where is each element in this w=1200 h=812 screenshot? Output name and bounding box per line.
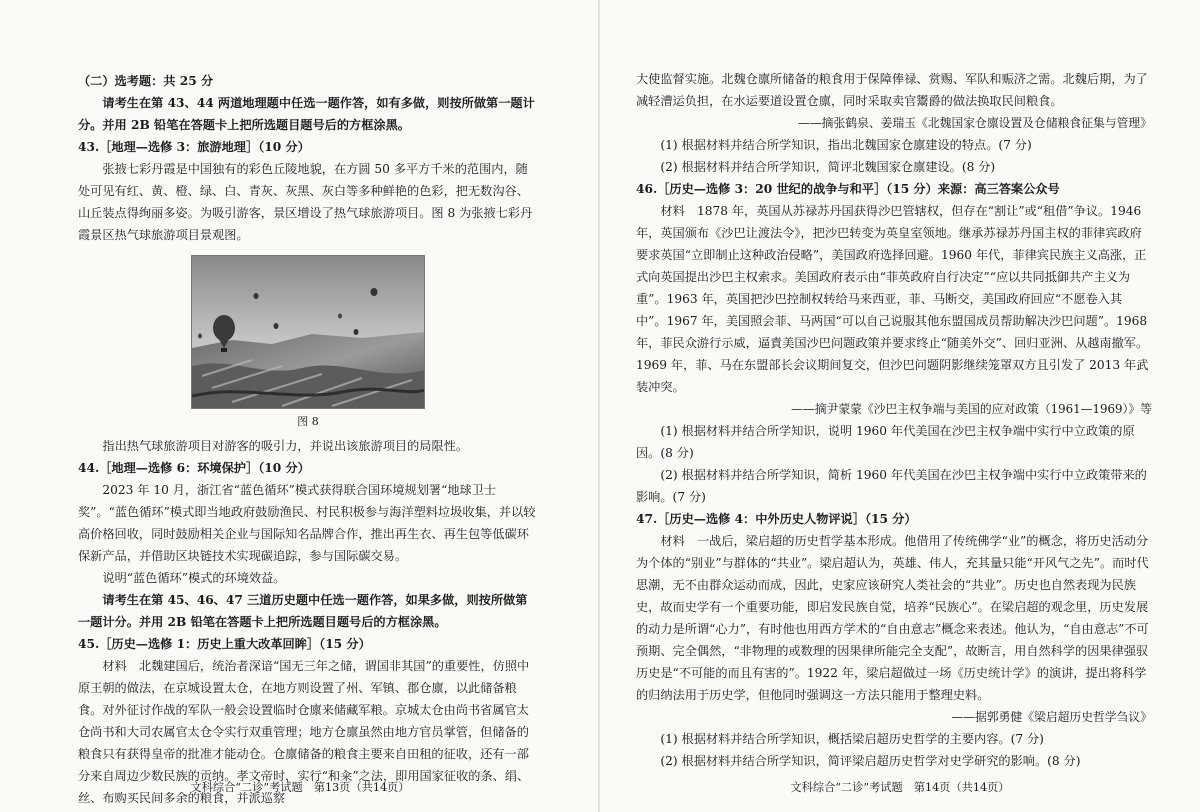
q47-question-1: (1) 根据材料并结合所学知识，概括梁启超历史哲学的主要内容。(7 分) <box>660 732 1044 746</box>
history-instructions: 请考生在第 45、46、47 三道历史题中任选一题作答，如果多做，则按所做第一题计分。并用 2B 铅笔在答题卡上把所选题目题号后的方框涂黑。 <box>78 593 528 629</box>
q44-question: 说明“蓝色循环”模式的环境效益。 <box>102 571 286 585</box>
right-column <box>636 68 1152 772</box>
geography-instructions: 请考生在第 43、44 两道地理题中任选一题作答，如有多做，则按所做第一题计分。并用 2B 铅笔在答题卡上把所选题目题号后的方框涂黑。 <box>78 96 535 132</box>
q46-question-2: (2) 根据材料并结合所学知识，简析 1960 年代美国在沙巴主权争端中实行中立政策带来的影响。(7 分) <box>636 468 1147 504</box>
q44-material: 2023 年 10 月，浙江省“蓝色循环”模式获得联合国环境规划署“地球卫士奖”。“蓝色循环”模式即当地政府鼓励渔民、村民积极参与海洋塑料垃圾收集，并以较高价格回收，同时鼓励相关企业与国际知名品牌合作，推出再生衣、再生包等低碳环保新产品，并借助区块链技术实现碳追踪，参与国际碳交易。 <box>78 483 536 563</box>
q44-heading: 44.［地理—选修 6：环境保护］（10 分） <box>78 461 310 475</box>
page-13-footer: 文科综合“二诊”考试题 第13页（共14页） <box>190 781 410 794</box>
q45-heading: 45.［历史—选修 1：历史上重大改革回眸］（15 分） <box>78 637 371 651</box>
hot-air-balloon-photo <box>191 255 425 409</box>
q47-source: ——据郭勇健《梁启超历史哲学刍议》 <box>951 710 1152 724</box>
left-column <box>78 70 538 809</box>
page-14 <box>600 0 1200 812</box>
q47-question-2: (2) 根据材料并结合所学知识，简评梁启超历史哲学对史学研究的影响。(8 分) <box>660 754 1081 768</box>
q45-question-2: (2) 根据材料并结合所学知识，简评北魏国家仓廪建设。(8 分) <box>660 160 996 174</box>
q43-heading: 43.［地理—选修 3：旅游地理］（10 分） <box>78 140 310 154</box>
page-14-footer: 文科综合“二诊”考试题 第14页（共14页） <box>790 781 1010 794</box>
q45-source: ——摘张鹤泉、姜瑞玉《北魏国家仓廪设置及仓储粮食征集与管理》 <box>798 116 1152 130</box>
q45-question-1: (1) 根据材料并结合所学知识，指出北魏国家仓廪建设的特点。(7 分) <box>660 138 1032 152</box>
figure-caption: 图 8 <box>297 415 319 428</box>
q45-material-continued: 大使监督实施。北魏仓廪所储备的粮食用于保障俸禄、赏赐、军队和赈济之需。北魏后期，为了减轻漕运负担，在水运要道设置仓廪，同时采取卖官鬻爵的做法换取民间粮食。 <box>636 72 1148 108</box>
q43-question: 指出热气球旅游项目对游客的吸引力，并说出该旅游项目的局限性。 <box>102 439 469 453</box>
section-title: （二）选考题：共 25 分 <box>78 74 214 88</box>
q47-heading: 47.［历史—选修 4：中外历史人物评说］（15 分） <box>636 512 917 526</box>
q46-source: ——摘尹蒙蒙《沙巴主权争端与美国的应对政策（1961—1969）》等 <box>791 402 1152 416</box>
q46-heading: 46.［历史—选修 3：20 世纪的战争与和平］（15 分）来源：高三答案公众号 <box>636 182 1060 196</box>
q43-material: 张掖七彩丹霞是中国独有的彩色丘陵地貌，在方圆 50 多平方千米的范围内，随处可见有红、黄、橙、绿、白、青灰、灰黑、灰白等多种鲜艳的色彩，把无数沟谷、山丘装点得绚丽多姿。为吸引游客，景区增设了热气球旅游项目。图 8 为张掖七彩丹霞景区热气球旅游项目景观图。 <box>78 162 533 242</box>
q47-material: 材料 一战后，梁启超的历史哲学基本形成。他借用了传统佛学“业”的概念，将历史活动分为个体的“别业”与群体的“共业”。梁启超认为，英雄、伟人，充其量只能“开风气之先”。而时代思潮，无不由群众运动而成，因此，史家应该研究人类社会的“共业”。历史也自然表现为民族史，故而史学有一个重要功能，即启发民族自觉，培养“民族心”。在梁启超的观念里，历史发展的动力是所谓“心力”，有时他也用西方学术的“自由意志”概念来表述。他认为，“自由意志”不可预期、完全偶然，“非物理的或数理的因果律所能完全支配”，故断言，用自然科学的因果律强驭历史是“不可能的而且有害的”。1922 年，梁启超做过一场《历史统计学》的演讲，提出将科学的归纳法用于历史学，但他同时强调这一方法只能用于整理史料。 <box>636 534 1149 702</box>
q46-material: 材料 1878 年，英国从苏禄苏丹国获得沙巴管辖权，但存在“割让”或“租借”争议。1946 年，英国颁布《沙巴让渡法令》，把沙巴转变为英皇室领地。继承苏禄苏丹国主权的菲律宾政府要求英国“立即制止这种政治侵略”，美国政府选择回避。1960 年代，菲律宾民族主义高涨，正式向英国提出沙巴主权索求。美国政府表示由“菲英政府自行决定”“应以共同抵御共产主义为重”。1963 年，英国把沙巴控制权转给马来西亚，菲、马断交，美国政府回应“不愿卷入其中”。1967 年，美国照会菲、马两国“可以自己说服其他东盟国成员帮助解决沙巴问题”。1968 年，菲民众游行示威，逼責美国沙巴问题政策并要求终止“随美外交”、回归亚洲、从越南撤军。1969 年，菲、马在东盟部长会议期间复交，但沙巴问题阴影继续笼罩双方且引发了 2013 年武装冲突。 <box>636 204 1149 394</box>
q45-material: 材料 北魏建国后，统治者深谙“国无三年之储，谓国非其国”的重要性，仿照中原王朝的做法，在京城设置太仓，在地方则设置了州、军镇、郡仓廪，以此储备粮食。对外征讨作战的军队一般会设置临时仓廪来储藏军粮。京城太仓由尚书省属官太仓尚书和大司农属官太仓令实行双重管理；地方仓廪虽然由地方官员掌管，但储备的粮食只有获得皇帝的批准才能动仓。仓廪储备的粮食主要来自田租的征收，还有一部分来自周边少数民族的贡纳。孝文帝时，实行“和籴”之法，即用国家征收的条、绢、丝、布购买民间多余的粮食，并派巡察 <box>78 659 530 805</box>
q46-question-1: (1) 根据材料并结合所学知识，说明 1960 年代美国在沙巴主权争端中实行中立政策的原因。(8 分) <box>636 424 1135 460</box>
